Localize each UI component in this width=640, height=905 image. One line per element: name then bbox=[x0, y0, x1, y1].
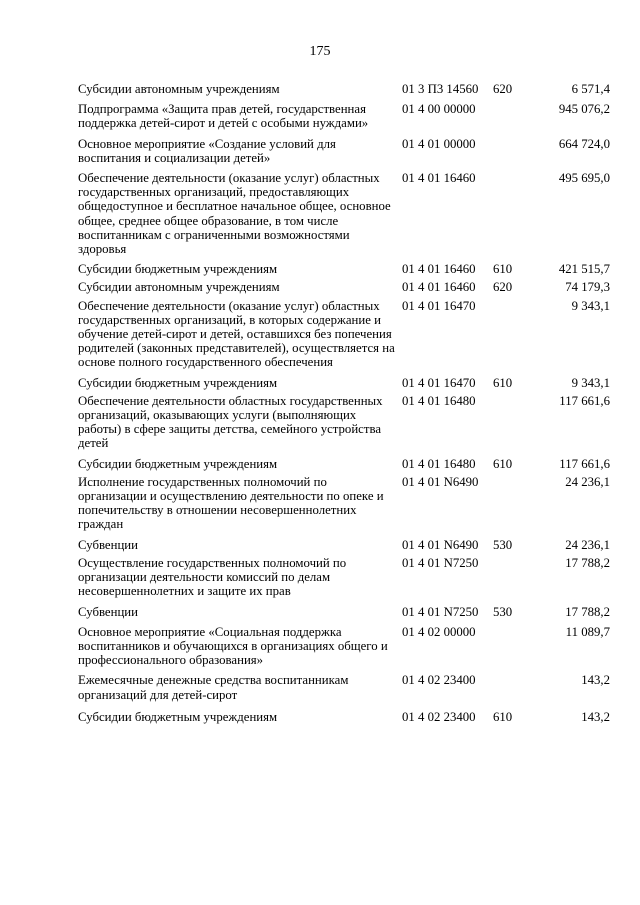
row-kvr: 530 bbox=[493, 537, 513, 552]
row-kvr: 610 bbox=[493, 456, 513, 471]
table-row bbox=[78, 710, 610, 724]
row-sum: 17 788,2 bbox=[565, 555, 610, 570]
table-row bbox=[78, 376, 610, 390]
table-row bbox=[78, 394, 610, 451]
table-row bbox=[78, 171, 610, 256]
row-kvr: 530 bbox=[493, 604, 513, 619]
table-row bbox=[78, 457, 610, 471]
table-row bbox=[78, 102, 610, 130]
table-row bbox=[78, 538, 610, 552]
row-name: Обеспечение деятельности (оказание услуг) областных государственных организаций, в которых содержание и обучение детей-сирот и детей, оставшихся без попечения родителей (законных представителей), осуществляется на основе полного государственного обеспечения bbox=[78, 298, 395, 370]
row-sum: 421 515,7 bbox=[558, 262, 610, 277]
row-sum: 24 236,1 bbox=[565, 537, 610, 552]
row-sum: 9 343,1 bbox=[571, 298, 610, 313]
row-code: 01 4 01 N6490 bbox=[402, 474, 479, 489]
row-name: Субвенции bbox=[78, 604, 138, 619]
row-sum: 143,2 bbox=[581, 673, 610, 688]
table-row bbox=[78, 262, 610, 276]
row-code: 01 4 01 00000 bbox=[402, 136, 476, 151]
row-code: 01 4 02 00000 bbox=[402, 624, 476, 639]
row-sum: 143,2 bbox=[581, 709, 610, 724]
budget-table bbox=[78, 82, 610, 724]
row-code: 01 4 01 16480 bbox=[402, 393, 476, 408]
row-sum: 945 076,2 bbox=[558, 102, 610, 117]
row-kvr: 610 bbox=[493, 375, 513, 390]
table-row bbox=[78, 625, 610, 668]
row-code: 01 4 01 N6490 bbox=[402, 537, 479, 552]
row-name: Осуществление государственных полномочий по организации деятельности комиссий по делам несовершеннолетних и защите их прав bbox=[78, 555, 347, 599]
table-row bbox=[78, 82, 610, 96]
row-name: Основное мероприятие «Социальная поддержка воспитанников и обучающихся в организациях общего и профессионального образования» bbox=[78, 624, 388, 668]
row-code: 01 3 П3 14560 bbox=[402, 82, 479, 96]
row-name: Субсидии автономным учреждениям bbox=[78, 82, 280, 96]
row-sum: 117 661,6 bbox=[559, 456, 610, 471]
row-kvr: 610 bbox=[493, 262, 513, 277]
row-sum: 6 571,4 bbox=[571, 82, 610, 96]
row-code: 01 4 01 16480 bbox=[402, 456, 476, 471]
row-code: 01 4 01 N7250 bbox=[402, 604, 479, 619]
row-name: Субсидии бюджетным учреждениям bbox=[78, 709, 278, 724]
row-sum: 664 724,0 bbox=[558, 136, 610, 151]
table-row bbox=[78, 137, 610, 165]
row-code: 01 4 02 23400 bbox=[402, 673, 476, 688]
row-name: Субсидии бюджетным учреждениям bbox=[78, 262, 278, 277]
row-name: Субсидии бюджетным учреждениям bbox=[78, 375, 278, 390]
table-row bbox=[78, 299, 610, 370]
row-code: 01 4 01 N7250 bbox=[402, 555, 479, 570]
row-sum: 11 089,7 bbox=[565, 624, 610, 639]
row-name: Субвенции bbox=[78, 537, 138, 552]
row-kvr: 620 bbox=[493, 82, 513, 96]
row-name: Основное мероприятие «Создание условий для воспитания и социализации детей» bbox=[78, 136, 336, 165]
row-code: 01 4 01 16460 bbox=[402, 171, 476, 186]
table-row bbox=[78, 475, 610, 532]
row-sum: 17 788,2 bbox=[565, 604, 610, 619]
row-code: 01 4 01 16470 bbox=[402, 375, 476, 390]
row-kvr: 610 bbox=[493, 709, 513, 724]
table-row bbox=[78, 673, 610, 701]
row-name: Обеспечение деятельности областных государственных организаций, оказывающих услуги (выполняющих работы) в сфере защиты детства, семейного устройства детей bbox=[78, 393, 383, 451]
row-code: 01 4 01 16460 bbox=[402, 262, 476, 277]
row-kvr: 620 bbox=[493, 280, 513, 295]
table-row bbox=[78, 556, 610, 599]
row-name: Подпрограмма «Защита прав детей, государственная поддержка детей-сирот и детей с особыми нуждами» bbox=[78, 102, 369, 131]
row-code: 01 4 02 23400 bbox=[402, 709, 476, 724]
row-sum: 117 661,6 bbox=[559, 393, 610, 408]
page-number: 175 bbox=[309, 44, 331, 59]
table-row bbox=[78, 605, 610, 619]
row-name: Обеспечение деятельности (оказание услуг) областных государственных организаций, предоставляющих общедоступное и бесплатное начальное общее, основное общее, среднее общее образование, в том числе воспитанникам с ограниченными возможностями здоровья bbox=[78, 171, 391, 257]
row-code: 01 4 01 16470 bbox=[402, 298, 476, 313]
row-sum: 9 343,1 bbox=[571, 375, 610, 390]
row-sum: 74 179,3 bbox=[565, 280, 610, 295]
row-name: Ежемесячные денежные средства воспитанникам организаций для детей-сирот bbox=[78, 673, 349, 702]
row-name: Исполнение государственных полномочий по организации и осуществлению деятельности по опеке и попечительству в отношении несовершеннолетних граждан bbox=[78, 474, 384, 532]
row-code: 01 4 01 16460 bbox=[402, 280, 476, 295]
row-name: Субсидии автономным учреждениям bbox=[78, 280, 280, 295]
row-sum: 495 695,0 bbox=[558, 171, 610, 186]
row-sum: 24 236,1 bbox=[565, 474, 610, 489]
table-row bbox=[78, 280, 610, 294]
row-code: 01 4 00 00000 bbox=[402, 102, 476, 117]
row-name: Субсидии бюджетным учреждениям bbox=[78, 456, 278, 471]
